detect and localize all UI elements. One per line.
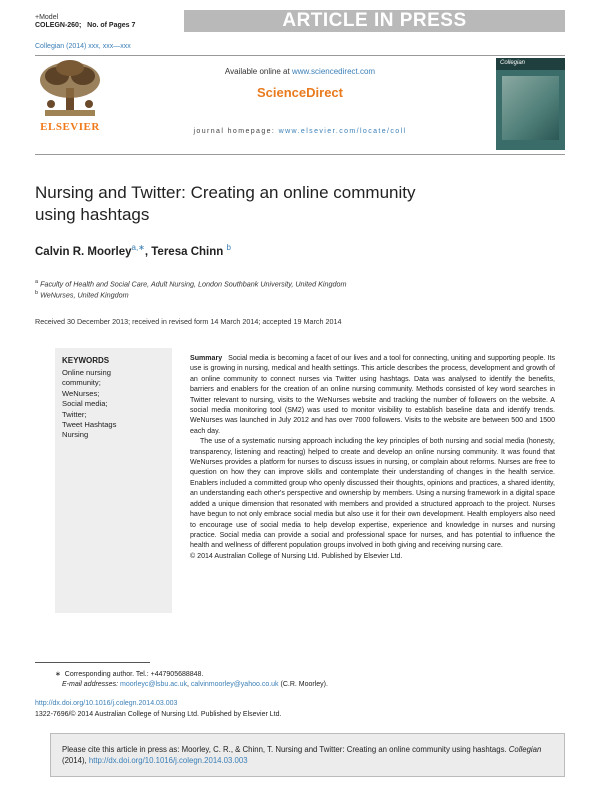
corresponding-text: Corresponding author. Tel.: +447905688848. <box>64 671 204 678</box>
summary-label: Summary <box>190 355 223 362</box>
keyword-line: Tweet Hashtags <box>62 420 117 430</box>
journal-code: COLEGN-260; <box>35 22 82 29</box>
received-dates: Received 30 December 2013; received in revised form 14 March 2014; accepted 19 March 2014 <box>35 317 342 326</box>
keyword-line: Social media; <box>62 399 108 409</box>
author-moorley: Calvin R. Moorley <box>35 245 132 258</box>
journal-cover-image <box>496 58 565 150</box>
affil-b-mark: b <box>35 290 39 296</box>
model-tag: +Model <box>35 14 59 21</box>
homepage-prefix: journal homepage: <box>193 128 279 135</box>
email-link-1[interactable]: moorleyc@lsbu.ac.uk <box>119 681 188 688</box>
keywords-heading: KEYWORDS <box>62 356 110 365</box>
elsevier-tree-logo-icon <box>35 58 105 120</box>
corresponding-mark: ∗ <box>55 671 61 678</box>
cite-journal: Collegian <box>508 745 542 754</box>
author-separator: , <box>144 245 152 258</box>
keyword-line: WeNurses; <box>62 388 100 398</box>
cover-picture <box>502 76 559 140</box>
affiliation-b <box>35 290 129 299</box>
journal-code-line <box>35 22 135 29</box>
email-addresses-note <box>62 681 328 688</box>
email-label: E-mail addresses: <box>62 681 119 688</box>
available-prefix: Available online at <box>224 67 292 76</box>
author2-affil-mark[interactable]: b <box>226 243 231 252</box>
abstract-paragraph-1 <box>190 354 555 437</box>
author-line <box>35 243 231 258</box>
abstract-copyright: © 2014 Australian College of Nursing Ltd. Published by Elsevier Ltd. <box>190 552 403 560</box>
sciencedirect-link[interactable]: www.sciencedirect.com <box>291 67 376 76</box>
keyword-line: community; <box>62 378 101 388</box>
cite-doi-link[interactable]: http://dx.doi.org/10.1016/j.colegn.2014.03.003 <box>88 756 248 765</box>
author1-affil-mark[interactable]: a,∗ <box>131 243 145 252</box>
cite-prefix: Please cite this article in press as: Moorley, C. R., & Chinn, T. Nursing and Twitter: Creating an online community using hashtags. <box>62 745 509 754</box>
affil-a-text: Faculty of Health and Social Care, Adult Nursing, London Southbank University, United Kingdom <box>40 279 347 289</box>
email-separator: , <box>187 681 191 688</box>
keyword-line: Nursing <box>62 430 89 440</box>
sciencedirect-brand: ScienceDirect <box>257 85 343 100</box>
cover-title: Collegian <box>500 60 526 66</box>
journal-citation[interactable]: Collegian (2014) xxx, xxx—xxx <box>35 43 131 50</box>
article-in-press-banner: ARTICLE IN PRESS <box>184 10 565 32</box>
cite-year: (2014), <box>62 756 89 765</box>
doi-link[interactable]: http://dx.doi.org/10.1016/j.colegn.2014.03.003 <box>35 700 178 707</box>
affil-b-text: WeNurses, United Kingdom <box>40 290 129 300</box>
affil-a-mark: a <box>35 279 39 285</box>
affiliation-a <box>35 279 347 288</box>
page-count: No. of Pages 7 <box>87 22 136 29</box>
article-title: Nursing and Twitter: Creating an online community using hashtags <box>35 183 416 224</box>
issn-copyright: 1322-7696/© 2014 Australian College of Nursing Ltd. Published by Elsevier Ltd. <box>35 711 282 718</box>
author-chinn: Teresa Chinn <box>151 245 224 258</box>
available-online-line <box>110 67 490 76</box>
journal-homepage-line <box>110 128 490 135</box>
keyword-line: Online nursing <box>62 368 111 377</box>
corresponding-author-note <box>55 670 203 678</box>
publisher-logo-text: ELSEVIER <box>40 121 100 133</box>
please-cite-box <box>50 733 565 777</box>
footnote-divider <box>35 662 150 663</box>
homepage-link[interactable]: www.elsevier.com/locate/coll <box>278 128 407 135</box>
keywords-box <box>55 348 172 613</box>
email-link-2[interactable]: calvinmoorley@yahoo.co.uk <box>190 681 279 688</box>
abstract-paragraph-2: The use of a systematic nursing approach including the key principles of both nursing and social media (honesty, transparency, listening and reacting) helped to create and develop an online nursing community. It was found that WeNurses provides a platform for nurses to discuss issues in nursing, or complain about reforms. Nurses are free to question on how they can improve skills and contemplate their understanding of changes in the health service. Enablers included a committed group who openly discussed their thoughts, opinions and practices, a shared identity, an understanding each other's perspective and ownership by members. Using a nursing framework in a digital space added a unique dimension that resonated with members and provided a structured approach to the project. Nurses have begun to not only embrace social media but also use it for their own development. Health employers also need to encourage use of social media to help develop expertise, experience and knowledge in nurses and nursing practice. Social media can provide a social and professional space for nurses, and has potential to influence the health and wellness of different population groups involved in both giving and receiving nursing care. <box>190 438 555 550</box>
email-owner: (C.R. Moorley). <box>278 681 328 688</box>
abstract-p1-text: Social media is becoming a facet of our lives and a tool for connecting, uniting and supporting people. Its use is growing in nursing, medical and health settings. This article describes the process, development and growth of an online community to connect nurses via Twitter using hashtags. Data was analysed to identify the benefits, barriers and enablers for the creation of an online nursing community. Methods consisted of key word searches in Twitter relevant to nursing, visits to the WeNurses website and tracking the number of followers on the website. A social media monitoring tool (SM2) was used to monitor visibility to establish baseline data and identify trends. WeNurses was launched in July 2012 and has over 7000 followers. Visits to the website are between 500 and 1500 each day. <box>190 355 555 435</box>
abstract <box>190 354 555 562</box>
keyword-line: Twitter; <box>62 409 87 419</box>
